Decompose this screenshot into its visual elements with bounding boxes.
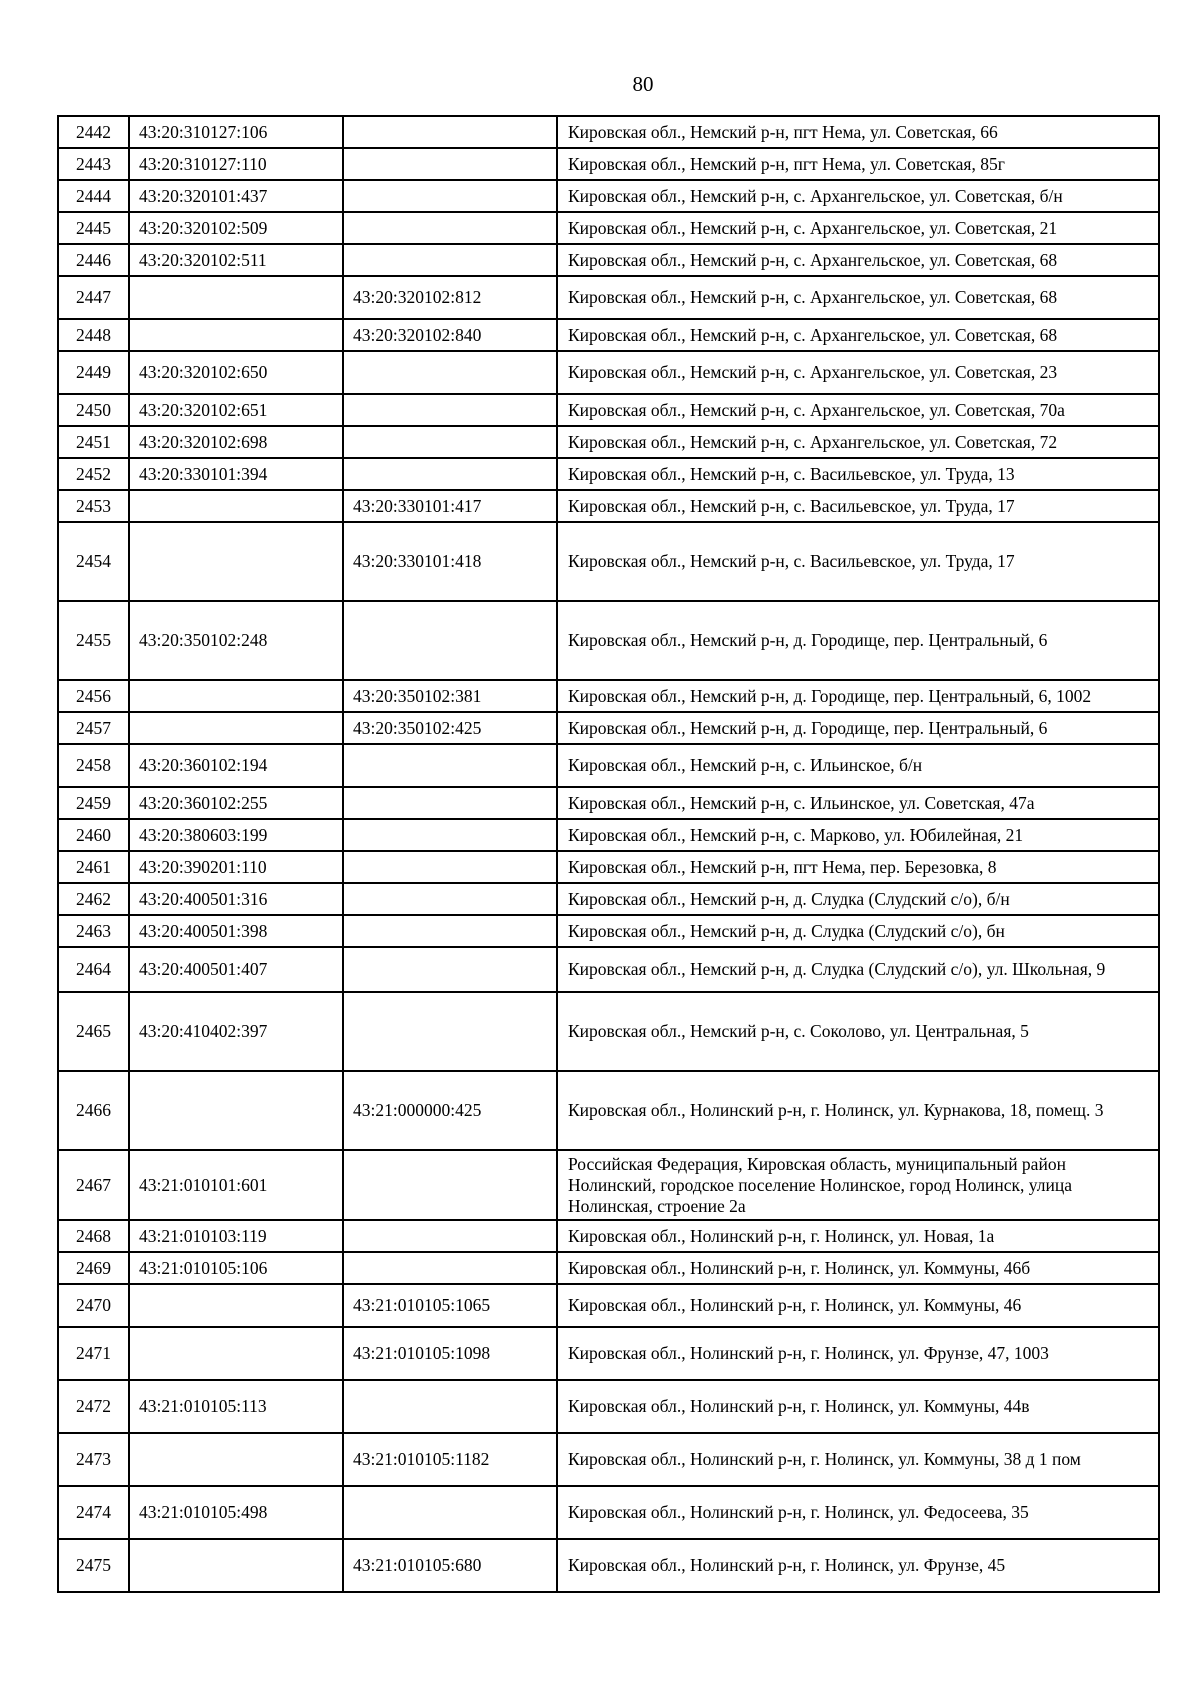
address-cell: Кировская обл., Немский р-н, с. Архангельское, ул. Советская, 21 — [557, 212, 1159, 244]
object-cadastral-number-cell: 43:21:010105:1065 — [343, 1284, 557, 1327]
land-cadastral-number-cell: 43:20:330101:394 — [129, 458, 343, 490]
address-cell: Кировская обл., Немский р-н, с. Васильевское, ул. Труда, 13 — [557, 458, 1159, 490]
address-cell: Кировская обл., Немский р-н, с. Архангельское, ул. Советская, 68 — [557, 276, 1159, 319]
land-cadastral-number-cell: 43:20:400501:398 — [129, 915, 343, 947]
object-cadastral-number-cell — [343, 915, 557, 947]
row-number-cell: 2469 — [58, 1252, 129, 1284]
land-cadastral-number-cell: 43:20:360102:194 — [129, 744, 343, 787]
row-number-cell: 2463 — [58, 915, 129, 947]
row-number-cell: 2458 — [58, 744, 129, 787]
table-row — [58, 1380, 1159, 1433]
object-cadastral-number-cell — [343, 180, 557, 212]
object-cadastral-number-cell — [343, 212, 557, 244]
land-cadastral-number-cell: 43:21:010105:113 — [129, 1380, 343, 1433]
land-cadastral-number-cell: 43:20:320102:698 — [129, 426, 343, 458]
land-cadastral-number-cell — [129, 712, 343, 744]
object-cadastral-number-cell — [343, 351, 557, 394]
object-cadastral-number-cell — [343, 458, 557, 490]
table-row — [58, 351, 1159, 394]
row-number-cell: 2450 — [58, 394, 129, 426]
row-number-cell: 2449 — [58, 351, 129, 394]
land-cadastral-number-cell — [129, 276, 343, 319]
address-cell: Кировская обл., Нолинский р-н, г. Нолинск, ул. Коммуны, 44в — [557, 1380, 1159, 1433]
address-cell: Кировская обл., Немский р-н, с. Ильинское, б/н — [557, 744, 1159, 787]
address-cell: Кировская обл., Немский р-н, с. Марково, ул. Юбилейная, 21 — [557, 819, 1159, 851]
land-cadastral-number-cell: 43:20:400501:407 — [129, 947, 343, 992]
land-cadastral-number-cell: 43:20:360102:255 — [129, 787, 343, 819]
object-cadastral-number-cell — [343, 1220, 557, 1252]
table-row — [58, 1150, 1159, 1220]
table-row — [58, 244, 1159, 276]
table-row — [58, 180, 1159, 212]
property-registry-table — [57, 115, 1160, 1593]
address-cell: Кировская обл., Нолинский р-н, г. Нолинск, ул. Курнакова, 18, помещ. 3 — [557, 1071, 1159, 1150]
object-cadastral-number-cell — [343, 601, 557, 680]
table-row — [58, 992, 1159, 1071]
table-row — [58, 148, 1159, 180]
row-number-cell: 2453 — [58, 490, 129, 522]
land-cadastral-number-cell — [129, 1284, 343, 1327]
row-number-cell: 2452 — [58, 458, 129, 490]
table-row — [58, 426, 1159, 458]
address-cell: Российская Федерация, Кировская область, муниципальный район Нолинский, городское поселение Нолинское, город Нолинск, улица Нолинская, строение 2а — [557, 1150, 1159, 1220]
row-number-cell: 2461 — [58, 851, 129, 883]
object-cadastral-number-cell — [343, 851, 557, 883]
table-row — [58, 947, 1159, 992]
table-row — [58, 744, 1159, 787]
row-number-cell: 2462 — [58, 883, 129, 915]
object-cadastral-number-cell: 43:20:350102:381 — [343, 680, 557, 712]
row-number-cell: 2459 — [58, 787, 129, 819]
land-cadastral-number-cell — [129, 522, 343, 601]
row-number-cell: 2443 — [58, 148, 129, 180]
object-cadastral-number-cell — [343, 1380, 557, 1433]
object-cadastral-number-cell — [343, 1252, 557, 1284]
address-cell: Кировская обл., Немский р-н, д. Слудка (Слудский с/о), бн — [557, 915, 1159, 947]
object-cadastral-number-cell — [343, 1486, 557, 1539]
table-row — [58, 490, 1159, 522]
table-row — [58, 319, 1159, 351]
address-cell: Кировская обл., Немский р-н, д. Слудка (Слудский с/о), ул. Школьная, 9 — [557, 947, 1159, 992]
address-cell: Кировская обл., Немский р-н, с. Соколово, ул. Центральная, 5 — [557, 992, 1159, 1071]
address-cell: Кировская обл., Немский р-н, с. Архангельское, ул. Советская, 23 — [557, 351, 1159, 394]
table-row — [58, 601, 1159, 680]
address-cell: Кировская обл., Нолинский р-н, г. Нолинск, ул. Коммуны, 38 д 1 пом — [557, 1433, 1159, 1486]
land-cadastral-number-cell: 43:20:320102:509 — [129, 212, 343, 244]
page-number: 80 — [632, 72, 654, 96]
land-cadastral-number-cell: 43:21:010103:119 — [129, 1220, 343, 1252]
address-cell: Кировская обл., Нолинский р-н, г. Нолинск, ул. Фрунзе, 45 — [557, 1539, 1159, 1592]
table-row — [58, 394, 1159, 426]
object-cadastral-number-cell — [343, 947, 557, 992]
table-row — [58, 212, 1159, 244]
object-cadastral-number-cell — [343, 992, 557, 1071]
land-cadastral-number-cell — [129, 1539, 343, 1592]
row-number-cell: 2466 — [58, 1071, 129, 1150]
row-number-cell: 2448 — [58, 319, 129, 351]
address-cell: Кировская обл., Немский р-н, с. Архангельское, ул. Советская, 72 — [557, 426, 1159, 458]
land-cadastral-number-cell: 43:20:320101:437 — [129, 180, 343, 212]
land-cadastral-number-cell — [129, 319, 343, 351]
address-cell: Кировская обл., Немский р-н, д. Городище, пер. Центральный, 6 — [557, 712, 1159, 744]
table-row — [58, 712, 1159, 744]
table-row — [58, 915, 1159, 947]
object-cadastral-number-cell: 43:21:000000:425 — [343, 1071, 557, 1150]
table-row — [58, 276, 1159, 319]
table-row — [58, 1486, 1159, 1539]
address-cell: Кировская обл., Немский р-н, пгт Нема, пер. Березовка, 8 — [557, 851, 1159, 883]
row-number-cell: 2470 — [58, 1284, 129, 1327]
row-number-cell: 2455 — [58, 601, 129, 680]
object-cadastral-number-cell: 43:21:010105:1098 — [343, 1327, 557, 1380]
address-cell: Кировская обл., Немский р-н, д. Слудка (Слудский с/о), б/н — [557, 883, 1159, 915]
table-row — [58, 458, 1159, 490]
row-number-cell: 2445 — [58, 212, 129, 244]
address-cell: Кировская обл., Нолинский р-н, г. Нолинск, ул. Коммуны, 46 — [557, 1284, 1159, 1327]
object-cadastral-number-cell: 43:20:320102:812 — [343, 276, 557, 319]
land-cadastral-number-cell: 43:21:010101:601 — [129, 1150, 343, 1220]
land-cadastral-number-cell: 43:21:010105:498 — [129, 1486, 343, 1539]
address-cell: Кировская обл., Немский р-н, с. Васильевское, ул. Труда, 17 — [557, 490, 1159, 522]
object-cadastral-number-cell — [343, 244, 557, 276]
object-cadastral-number-cell: 43:21:010105:680 — [343, 1539, 557, 1592]
land-cadastral-number-cell: 43:20:410402:397 — [129, 992, 343, 1071]
row-number-cell: 2471 — [58, 1327, 129, 1380]
object-cadastral-number-cell: 43:20:330101:418 — [343, 522, 557, 601]
object-cadastral-number-cell: 43:20:330101:417 — [343, 490, 557, 522]
land-cadastral-number-cell: 43:20:350102:248 — [129, 601, 343, 680]
land-cadastral-number-cell — [129, 1071, 343, 1150]
table-row — [58, 851, 1159, 883]
row-number-cell: 2444 — [58, 180, 129, 212]
row-number-cell: 2442 — [58, 116, 129, 148]
row-number-cell: 2465 — [58, 992, 129, 1071]
object-cadastral-number-cell — [343, 394, 557, 426]
row-number-cell: 2451 — [58, 426, 129, 458]
table-row — [58, 1433, 1159, 1486]
land-cadastral-number-cell: 43:20:320102:511 — [129, 244, 343, 276]
object-cadastral-number-cell — [343, 819, 557, 851]
land-cadastral-number-cell: 43:20:390201:110 — [129, 851, 343, 883]
address-cell: Кировская обл., Немский р-н, с. Архангельское, ул. Советская, 68 — [557, 244, 1159, 276]
table-row — [58, 787, 1159, 819]
row-number-cell: 2454 — [58, 522, 129, 601]
object-cadastral-number-cell — [343, 787, 557, 819]
land-cadastral-number-cell: 43:21:010105:106 — [129, 1252, 343, 1284]
row-number-cell: 2475 — [58, 1539, 129, 1592]
table-row — [58, 819, 1159, 851]
address-cell: Кировская обл., Немский р-н, с. Васильевское, ул. Труда, 17 — [557, 522, 1159, 601]
land-cadastral-number-cell: 43:20:310127:110 — [129, 148, 343, 180]
address-cell: Кировская обл., Немский р-н, с. Архангельское, ул. Советская, 68 — [557, 319, 1159, 351]
table-row — [58, 1539, 1159, 1592]
land-cadastral-number-cell — [129, 490, 343, 522]
land-cadastral-number-cell: 43:20:320102:650 — [129, 351, 343, 394]
row-number-cell: 2446 — [58, 244, 129, 276]
object-cadastral-number-cell — [343, 426, 557, 458]
object-cadastral-number-cell — [343, 1150, 557, 1220]
object-cadastral-number-cell — [343, 116, 557, 148]
table-row — [58, 1252, 1159, 1284]
address-cell: Кировская обл., Нолинский р-н, г. Нолинск, ул. Коммуны, 46б — [557, 1252, 1159, 1284]
table-row — [58, 1220, 1159, 1252]
address-cell: Кировская обл., Немский р-н, с. Ильинское, ул. Советская, 47а — [557, 787, 1159, 819]
land-cadastral-number-cell: 43:20:400501:316 — [129, 883, 343, 915]
land-cadastral-number-cell: 43:20:310127:106 — [129, 116, 343, 148]
address-cell: Кировская обл., Нолинский р-н, г. Нолинск, ул. Новая, 1а — [557, 1220, 1159, 1252]
address-cell: Кировская обл., Немский р-н, с. Архангельское, ул. Советская, б/н — [557, 180, 1159, 212]
address-cell: Кировская обл., Нолинский р-н, г. Нолинск, ул. Фрунзе, 47, 1003 — [557, 1327, 1159, 1380]
table-row — [58, 883, 1159, 915]
table-row — [58, 1071, 1159, 1150]
address-cell: Кировская обл., Нолинский р-н, г. Нолинск, ул. Федосеева, 35 — [557, 1486, 1159, 1539]
land-cadastral-number-cell — [129, 1433, 343, 1486]
object-cadastral-number-cell: 43:21:010105:1182 — [343, 1433, 557, 1486]
address-cell: Кировская обл., Немский р-н, с. Архангельское, ул. Советская, 70а — [557, 394, 1159, 426]
address-cell: Кировская обл., Немский р-н, д. Городище, пер. Центральный, 6 — [557, 601, 1159, 680]
table-row — [58, 680, 1159, 712]
table-row — [58, 1327, 1159, 1380]
address-cell: Кировская обл., Немский р-н, пгт Нема, ул. Советская, 85г — [557, 148, 1159, 180]
row-number-cell: 2456 — [58, 680, 129, 712]
land-cadastral-number-cell — [129, 680, 343, 712]
table-row — [58, 522, 1159, 601]
land-cadastral-number-cell — [129, 1327, 343, 1380]
row-number-cell: 2464 — [58, 947, 129, 992]
table-row — [58, 116, 1159, 148]
object-cadastral-number-cell — [343, 883, 557, 915]
object-cadastral-number-cell: 43:20:350102:425 — [343, 712, 557, 744]
table-row — [58, 1284, 1159, 1327]
row-number-cell: 2467 — [58, 1150, 129, 1220]
row-number-cell: 2474 — [58, 1486, 129, 1539]
address-cell: Кировская обл., Немский р-н, д. Городище, пер. Центральный, 6, 1002 — [557, 680, 1159, 712]
object-cadastral-number-cell — [343, 744, 557, 787]
row-number-cell: 2473 — [58, 1433, 129, 1486]
address-cell: Кировская обл., Немский р-н, пгт Нема, ул. Советская, 66 — [557, 116, 1159, 148]
row-number-cell: 2468 — [58, 1220, 129, 1252]
row-number-cell: 2457 — [58, 712, 129, 744]
row-number-cell: 2447 — [58, 276, 129, 319]
land-cadastral-number-cell: 43:20:320102:651 — [129, 394, 343, 426]
row-number-cell: 2472 — [58, 1380, 129, 1433]
object-cadastral-number-cell — [343, 148, 557, 180]
object-cadastral-number-cell: 43:20:320102:840 — [343, 319, 557, 351]
land-cadastral-number-cell: 43:20:380603:199 — [129, 819, 343, 851]
row-number-cell: 2460 — [58, 819, 129, 851]
